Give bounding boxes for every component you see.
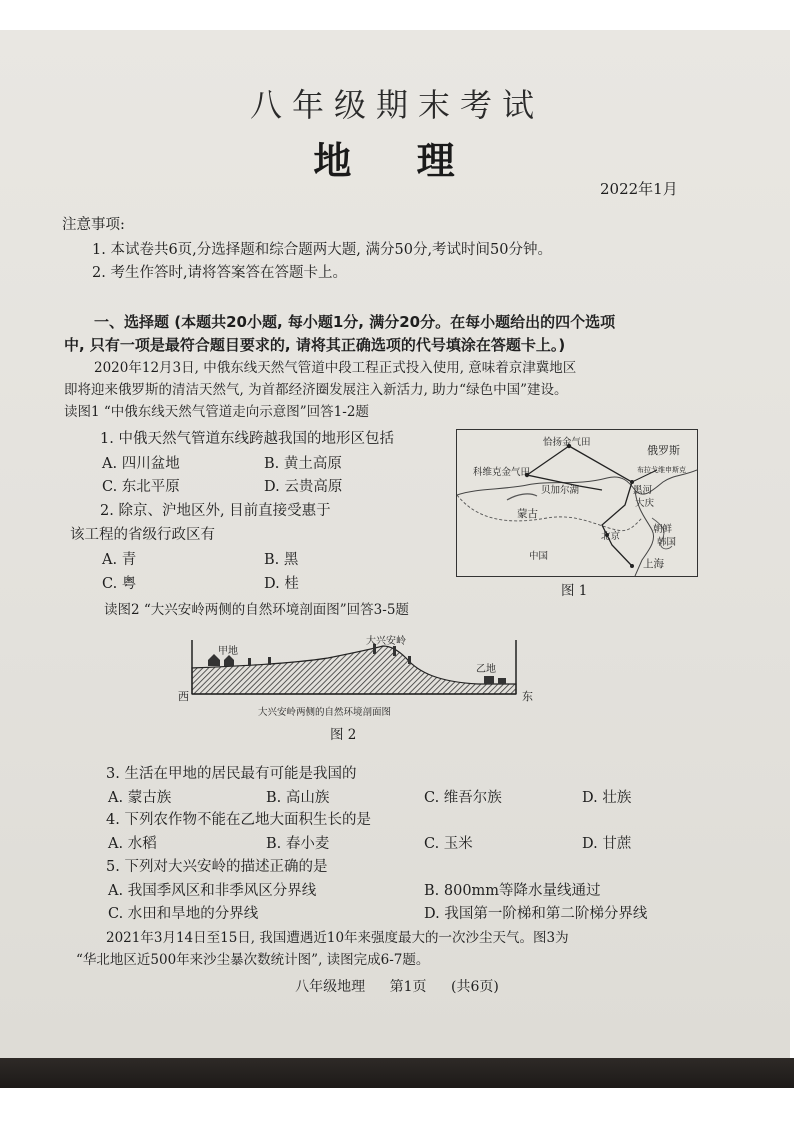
notice-item: 1. 本试卷共6页,分选择题和综合题两大题, 满分50分,考试时间50分钟。	[92, 242, 553, 258]
map-label: 朝鲜	[653, 524, 673, 535]
question-stem: 3. 生活在甲地的居民最有可能是我国的	[106, 766, 357, 782]
answer-option: B. 春小麦	[266, 836, 330, 852]
answer-option: A. 水稻	[108, 836, 157, 852]
answer-option: B. 黑	[264, 552, 299, 568]
profile-label: 乙地	[476, 664, 496, 675]
passage-text: 2021年3月14日至15日, 我国遭遇近10年来强度最大的一次沙尘天气。图3为	[106, 930, 569, 946]
map-label: 蒙古	[517, 508, 538, 520]
subject-title: 地 理	[313, 139, 481, 183]
map-label: 俄罗斯	[647, 444, 680, 457]
map-label: 布拉戈维申斯克	[637, 466, 686, 474]
answer-option: A. 蒙古族	[108, 790, 172, 806]
answer-option: C. 维吾尔族	[424, 790, 502, 806]
notice-item: 2. 考生作答时,请将答案答在答题卡上。	[92, 265, 348, 281]
map-label: 贝加尔湖	[541, 485, 580, 496]
answer-option: C. 粤	[102, 576, 137, 592]
pipeline-map	[456, 429, 698, 577]
answer-option: B. 800mm等降水量线通过	[424, 883, 601, 899]
map-label: 大庆	[635, 498, 655, 509]
passage-text: 即将迎来俄罗斯的清洁天然气, 为首都经济圈发展注入新活力, 助力“绿色中国”建设。	[64, 382, 568, 398]
answer-option: A. 四川盆地	[102, 456, 180, 472]
question-stem: 2. 除京、沪地区外, 目前直接受惠于	[100, 503, 331, 519]
map-label: 黑河	[633, 485, 653, 496]
answer-option: A. 青	[102, 552, 137, 568]
section-heading-cont: 中, 只有一项是最符合题目要求的, 请将其正确选项的代号填涂在答题卡上。)	[64, 336, 566, 354]
profile-diagram	[178, 630, 540, 720]
table-surface	[0, 1058, 794, 1088]
answer-option: C. 东北平原	[102, 479, 180, 495]
answer-option: D. 甘蔗	[582, 836, 632, 852]
passage-text: “华北地区近500年来沙尘暴次数统计图”, 读图完成6-7题。	[76, 952, 430, 968]
map-label: 中国	[529, 551, 549, 562]
question-stem-cont: 该工程的省级行政区有	[70, 527, 215, 543]
footer-subject: 八年级地理	[295, 979, 366, 995]
map-label: 上海	[643, 558, 664, 570]
direction-label: 西	[178, 690, 189, 703]
direction-label: 东	[522, 690, 533, 703]
exam-title: 八年级期末考试	[249, 86, 544, 124]
section-heading: 一、选择题 (本题共20小题, 每小题1分, 满分20分。在每小题给出的四个选项	[94, 313, 616, 331]
profile-label: 大兴安岭	[366, 636, 406, 647]
figure-caption: 图 2	[330, 727, 357, 743]
question-stem: 5. 下列对大兴安岭的描述正确的是	[106, 859, 328, 875]
map-label: 北京	[601, 531, 621, 542]
answer-option: B. 黄土高原	[264, 456, 342, 472]
profile-label: 甲地	[218, 646, 238, 657]
passage-text: 2020年12月3日, 中俄东线天然气管道中段工程正式投入使用, 意味着京津冀地区	[94, 360, 577, 376]
question-stem: 4. 下列农作物不能在乙地大面积生长的是	[106, 812, 371, 828]
question-stem: 1. 中俄天然气管道东线跨越我国的地形区包括	[100, 431, 394, 447]
exam-date: 2022年1月	[600, 180, 678, 198]
answer-option: D. 壮族	[582, 790, 632, 806]
page-footer	[0, 976, 794, 996]
map-label: 韩国	[657, 537, 677, 548]
passage-text: 读图2 “大兴安岭两侧的自然环境剖面图”回答3-5题	[104, 602, 409, 618]
footer-page: 第1页	[389, 979, 427, 995]
footer-total: (共6页)	[450, 979, 499, 995]
notice-heading: 注意事项:	[62, 217, 125, 233]
answer-option: B. 高山族	[266, 790, 330, 806]
answer-option: C. 水田和旱地的分界线	[108, 906, 259, 922]
answer-option: D. 我国第一阶梯和第二阶梯分界线	[424, 906, 648, 922]
map-label: 科维克金气田	[473, 467, 531, 478]
map-label: 恰扬金气田	[543, 437, 591, 448]
profile-inner-caption: 大兴安岭两侧的自然环境剖面图	[258, 707, 392, 718]
passage-text: 读图1 “中俄东线天然气管道走向示意图”回答1-2题	[64, 404, 369, 420]
figure-caption: 图 1	[561, 583, 588, 599]
answer-option: C. 玉米	[424, 836, 473, 852]
answer-option: D. 桂	[264, 576, 299, 592]
answer-option: A. 我国季风区和非季风区分界线	[108, 883, 317, 899]
answer-option: D. 云贵高原	[264, 479, 343, 495]
